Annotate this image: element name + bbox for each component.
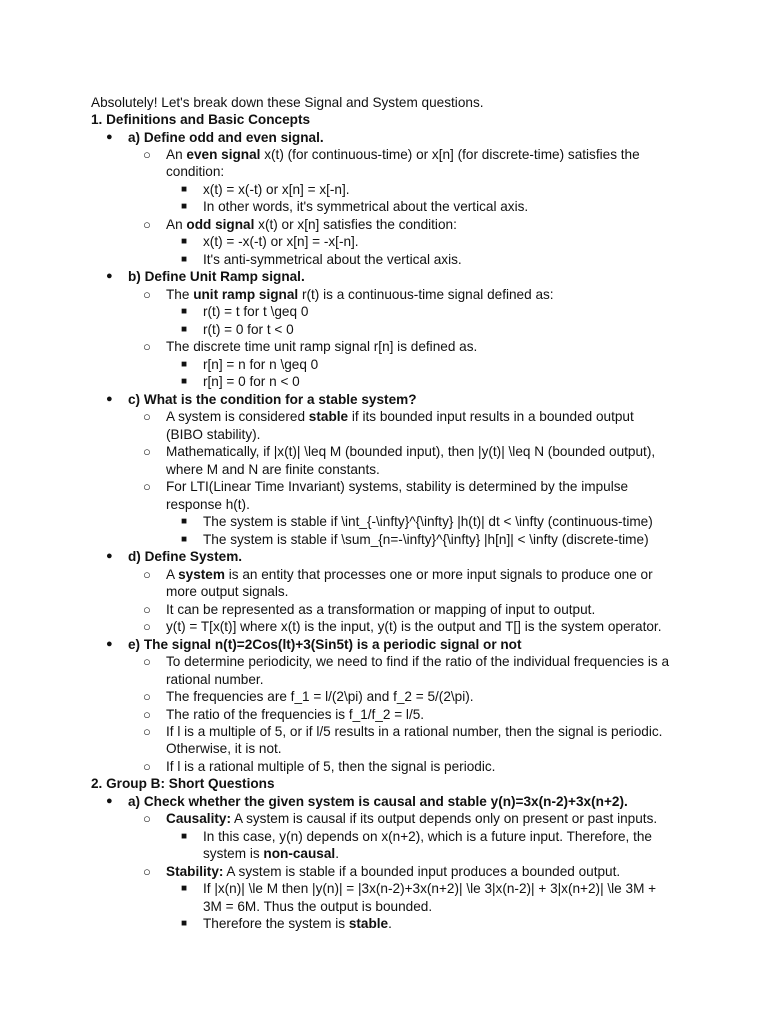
even-signal-formula: x(t) = x(-t) or x[n] = x[-n]. (203, 182, 350, 197)
bullet-circle: ○ (143, 602, 151, 617)
term-even-signal: even signal (186, 147, 261, 162)
bullet-square: ■ (181, 359, 188, 370)
odd-signal-formula: x(t) = -x(-t) or x[n] = -x[-n]. (203, 234, 359, 249)
stability-integral: The system is stable if \int_{-\infty}^{\infty} |h(t)| dt < \infty (continuous-time) (203, 514, 653, 529)
term-stable: stable (348, 916, 389, 931)
bullet-circle: ○ (143, 147, 151, 162)
bullet-circle: ○ (143, 654, 151, 669)
term-stable: stable (308, 409, 349, 424)
text: r(t) is a continuous-time signal defined as: (298, 287, 554, 302)
ramp-formula-2: r(t) = 0 for t < 0 (203, 322, 294, 337)
causality-conclusion (203, 845, 339, 862)
bullet-disc: ● (106, 131, 113, 143)
bullet-square: ■ (181, 516, 188, 527)
bullet-square: ■ (181, 306, 188, 317)
text: system is (203, 846, 264, 861)
stability-analysis: If |x(n)| \le M then |y(n)| = |3x(n-2)+3x(n+2)| \le 3|x(n-2)| + 3|x(n+2)| \le 3M + (203, 881, 657, 896)
item-1e-title: e) The signal n(t)=2Cos(lt)+3(Sin5t) is a periodic signal or not (128, 637, 522, 652)
item-2a-title: a) Check whether the given system is causal and stable y(n)=3x(n-2)+3x(n+2). (128, 794, 628, 809)
multiple-cont: Otherwise, it is not. (166, 741, 282, 756)
bullet-circle: ○ (143, 811, 151, 826)
bullet-square: ■ (181, 883, 188, 894)
even-signal-line-cont: condition: (166, 164, 225, 179)
stable-def-cont: (BIBO stability). (166, 427, 261, 442)
item-1a-title: a) Define odd and even signal. (128, 130, 324, 145)
item-1d-title: d) Define System. (128, 549, 243, 564)
ratio-line: The ratio of the frequencies is f_1/f_2 = l/5. (166, 707, 425, 722)
bullet-circle: ○ (143, 287, 151, 302)
bullet-square: ■ (181, 236, 188, 247)
bullet-disc: ● (106, 550, 113, 562)
bullet-square: ■ (181, 324, 188, 335)
bullet-circle: ○ (143, 724, 151, 739)
even-signal-note: In other words, it's symmetrical about the vertical axis. (203, 199, 529, 214)
bullet-disc: ● (106, 270, 113, 282)
bullet-disc: ● (106, 638, 113, 650)
bullet-circle: ○ (143, 689, 151, 704)
bullet-disc: ● (106, 393, 113, 405)
stability-line (166, 863, 620, 880)
stability-sum: The system is stable if \sum_{n=-\infty}^{\infty} |h[n]| < \infty (discrete-time) (203, 532, 649, 547)
bullet-circle: ○ (143, 444, 151, 459)
term-unit-ramp-signal: unit ramp signal (193, 287, 299, 302)
bullet-disc: ● (106, 795, 113, 807)
unit-ramp-line (166, 286, 554, 303)
discrete-ramp-line: The discrete time unit ramp signal r[n] is defined as. (166, 339, 478, 354)
bullet-circle: ○ (143, 217, 151, 232)
item-1c-title: c) What is the condition for a stable system? (128, 392, 417, 407)
text: . (335, 846, 339, 861)
periodicity-cont: rational number. (166, 672, 264, 687)
section-2-heading: 2. Group B: Short Questions (91, 776, 275, 791)
discrete-ramp-formula-1: r[n] = n for n \geq 0 (203, 357, 319, 372)
term-causality: Causality: (166, 811, 231, 826)
text: The (166, 287, 194, 302)
text: A (166, 567, 179, 582)
bullet-square: ■ (181, 201, 188, 212)
bullet-square: ■ (181, 376, 188, 387)
periodicity-line: To determine periodicity, we need to find if the ratio of the individual frequencies is a (166, 654, 670, 669)
frequencies-line: The frequencies are f_1 = l/(2\pi) and f_2 = 5/(2\pi). (166, 689, 474, 704)
bullet-circle: ○ (143, 479, 151, 494)
stability-analysis-cont: 3M = 6M. Thus the output is bounded. (203, 899, 433, 914)
text: x(t) or x[n] satisfies the condition: (254, 217, 457, 232)
bullet-circle: ○ (143, 707, 151, 722)
term-odd-signal: odd signal (186, 217, 255, 232)
text: . (388, 916, 392, 931)
bullet-square: ■ (181, 918, 188, 929)
lti-line: For LTI(Linear Time Invariant) systems, stability is determined by the impulse (166, 479, 629, 494)
stability-conclusion (203, 915, 392, 932)
system-mapping-line: It can be represented as a transformation or mapping of input to output. (166, 602, 596, 617)
item-1b-title: b) Define Unit Ramp signal. (128, 269, 305, 284)
discrete-ramp-formula-2: r[n] = 0 for n < 0 (203, 374, 300, 389)
term-stability: Stability: (166, 864, 224, 879)
text: is an entity that processes one or more input signals to produce one or (224, 567, 653, 582)
section-1-heading: 1. Definitions and Basic Concepts (91, 112, 311, 127)
system-operator-line: y(t) = T[x(t)] where x(t) is the input, y(t) is the output and T[] is the system operator. (166, 619, 662, 634)
system-def-cont: more output signals. (166, 584, 289, 599)
text: if its bounded input results in a bounded output (348, 409, 634, 424)
causality-line (166, 810, 657, 827)
bullet-circle: ○ (143, 409, 151, 424)
text: A system is causal if its output depends only on present or past inputs. (230, 811, 658, 826)
bullet-circle: ○ (143, 759, 151, 774)
text: x(t) (for continuous-time) or x[n] (for discrete-time) satisfies the (260, 147, 640, 162)
bullet-square: ■ (181, 534, 188, 545)
stable-math-cont: where M and N are finite constants. (166, 462, 380, 477)
text: An (166, 147, 187, 162)
lti-cont: response h(t). (166, 497, 250, 512)
system-def-line (166, 566, 653, 583)
rational-multiple-line: If l is a rational multiple of 5, then the signal is periodic. (166, 759, 496, 774)
term-non-causal: non-causal (263, 846, 336, 861)
bullet-square: ■ (181, 831, 188, 842)
odd-signal-line (166, 216, 457, 233)
text: A system is stable if a bounded input produces a bounded output. (223, 864, 621, 879)
text: A system is considered (166, 409, 309, 424)
bullet-circle: ○ (143, 567, 151, 582)
ramp-formula-1: r(t) = t for t \geq 0 (203, 304, 309, 319)
bullet-square: ■ (181, 184, 188, 195)
bullet-circle: ○ (143, 339, 151, 354)
bullet-circle: ○ (143, 864, 151, 879)
intro-text: Absolutely! Let's break down these Signal and System questions. (91, 95, 484, 110)
text: An (166, 217, 187, 232)
text: Therefore the system is (203, 916, 349, 931)
causality-analysis: In this case, y(n) depends on x(n+2), which is a future input. Therefore, the (203, 829, 652, 844)
bullet-circle: ○ (143, 619, 151, 634)
stable-math-line: Mathematically, if |x(t)| \leq M (bounded input), then |y(t)| \leq N (bounded output), (166, 444, 656, 459)
even-signal-line (166, 146, 640, 163)
bullet-square: ■ (181, 254, 188, 265)
multiple-line: If l is a multiple of 5, or if l/5 results in a rational number, then the signal is periodic. (166, 724, 663, 739)
odd-signal-note: It's anti-symmetrical about the vertical axis. (203, 252, 462, 267)
term-system: system (178, 567, 225, 582)
stable-def-line (166, 408, 634, 425)
